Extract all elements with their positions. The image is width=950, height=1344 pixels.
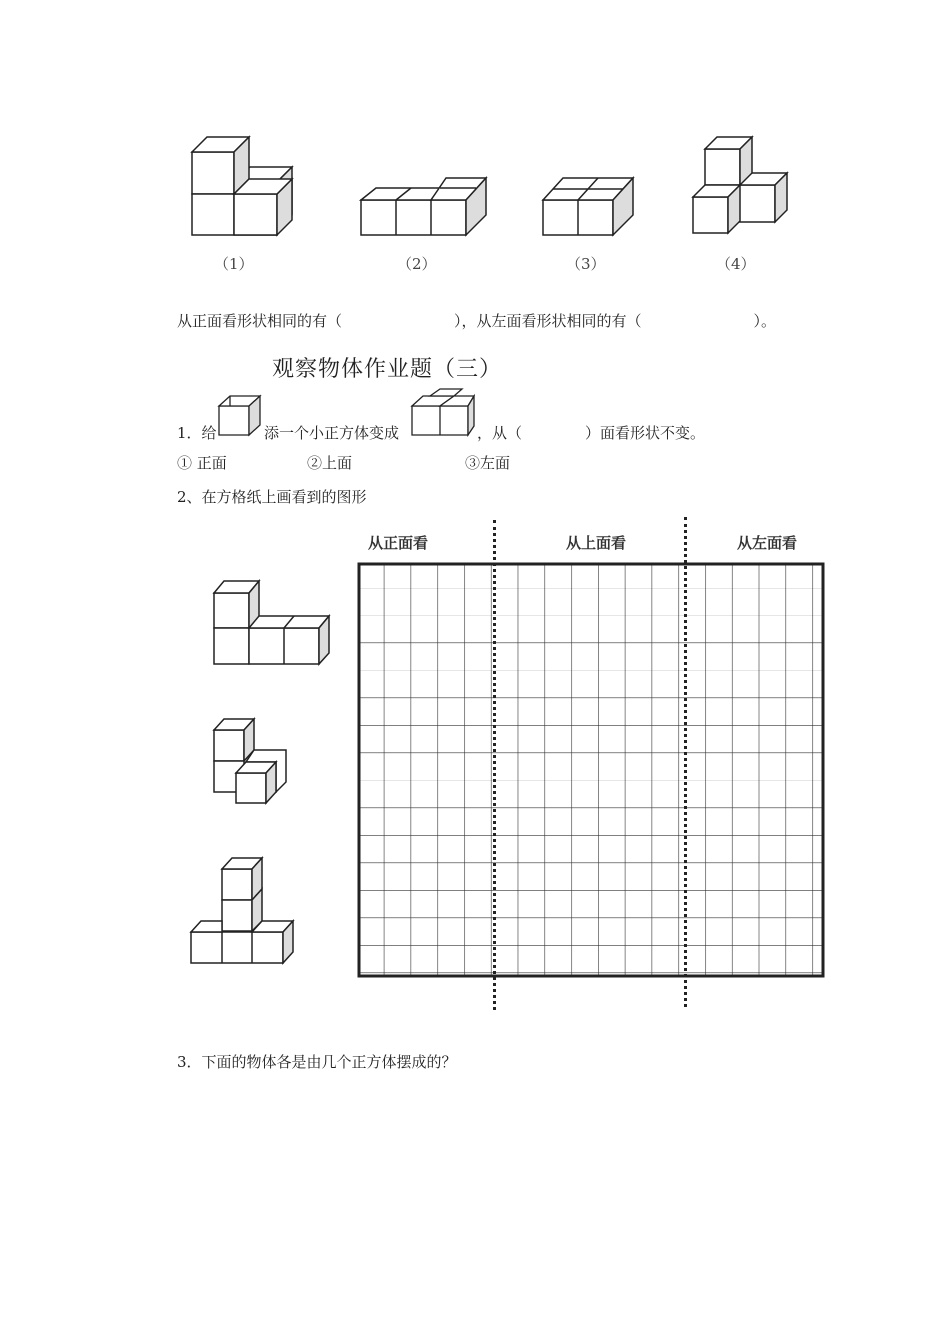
q1-number: 1．给	[177, 424, 217, 442]
q1-small-figure	[217, 388, 267, 442]
question-same-shape-part3: ）。	[753, 312, 777, 330]
q1-tail-1: ，从（	[477, 424, 523, 442]
figure-1	[185, 132, 310, 246]
t-shape-cubes	[188, 855, 298, 970]
q1-option-front[interactable]: ① 正面	[177, 454, 227, 472]
figure-4	[690, 135, 795, 244]
q2-figure-3	[188, 855, 298, 974]
two-cube-column	[217, 388, 267, 438]
cube-block-figure-3	[540, 175, 640, 240]
divider-2	[684, 517, 687, 1007]
q3-text: 3．下面的物体各是由几个正方体摆成的？	[177, 1053, 457, 1071]
q1-option-top[interactable]: ②上面	[307, 454, 353, 472]
figure-1-caption: （1）	[214, 255, 254, 273]
worksheet-title: 观察物体作业题（三）	[272, 357, 503, 382]
figure-3-caption: （3）	[566, 255, 606, 273]
q2-figure-1	[210, 578, 335, 672]
figure-4-caption: （4）	[716, 255, 756, 273]
cube-row-figure-2	[358, 175, 493, 240]
grid-paper[interactable]	[357, 560, 825, 978]
cube-stack-figure-4	[690, 135, 795, 240]
question-same-shape-part1: 从正面看形状相同的有（	[177, 312, 343, 330]
three-cube-shape	[410, 388, 476, 438]
q2-figure-2	[210, 716, 295, 812]
q1-tail-2: ）面看形状不变。	[585, 424, 706, 442]
q1-middle-text: 添一个小正方体变成	[264, 424, 400, 442]
header-top-view: 从上面看	[566, 534, 627, 552]
figure-2-caption: （2）	[397, 255, 437, 273]
q2-text: 2、在方格纸上画看到的图形	[177, 488, 367, 506]
header-left-view: 从左面看	[737, 534, 798, 552]
q1-option-left[interactable]: ③左面	[465, 454, 511, 472]
header-front-view: 从正面看	[368, 534, 429, 552]
drawing-grid[interactable]	[357, 560, 825, 982]
question-same-shape	[177, 310, 776, 331]
question-same-shape-part2: ），从左面看形状相同的有（	[454, 312, 642, 330]
q1-result-figure	[410, 388, 476, 442]
figure-2	[358, 175, 493, 244]
l-shape-cubes	[210, 578, 335, 668]
figure-3	[540, 175, 640, 244]
divider-1	[493, 520, 496, 1010]
stepped-cubes	[210, 716, 295, 808]
cube-stack-figure-1	[185, 132, 310, 242]
